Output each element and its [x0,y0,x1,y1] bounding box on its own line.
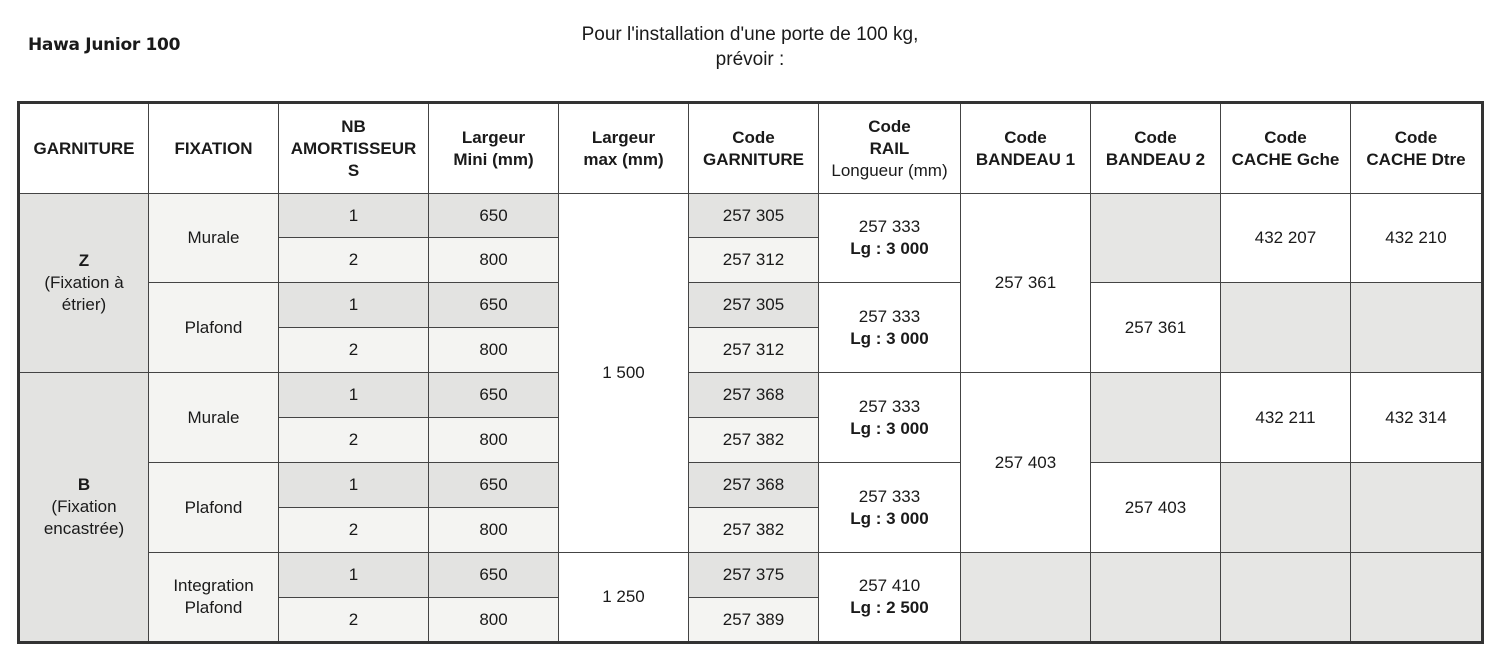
nb-cell: 1 [279,283,429,328]
nb-cell: 1 [279,194,429,238]
cache-droite-cell: 432 210 [1351,194,1483,283]
page-heading [450,22,1050,72]
cache-gauche-cell: 432 207 [1221,194,1351,283]
largeur-mini-cell: 800 [429,418,559,463]
largeur-mini-cell: 650 [429,463,559,508]
nb-cell: 2 [279,418,429,463]
largeur-max-cell: 1 500 [559,194,689,553]
table-row [19,283,1483,328]
cache-droite-cell: 432 314 [1351,373,1483,463]
largeur-mini-cell: 650 [429,283,559,328]
table-row [19,463,1483,508]
rail-cell: 257 333 Lg : 3 000 [819,463,961,553]
bandeau-2-empty-cell [1091,194,1221,283]
code-garniture-cell: 257 389 [689,598,819,643]
header-largeur-max: Largeur max (mm) [559,103,689,194]
largeur-mini-cell: 650 [429,553,559,598]
code-garniture-cell: 257 382 [689,508,819,553]
header-code-rail: Code RAIL Longueur (mm) [819,103,961,194]
largeur-mini-cell: 650 [429,194,559,238]
header-largeur-mini: Largeur Mini (mm) [429,103,559,194]
rail-cell: 257 333 Lg : 3 000 [819,283,961,373]
fixation-cell: Plafond [149,283,279,373]
bandeau-2-cell: 257 361 [1091,283,1221,373]
table-row [19,194,1483,238]
header-nb-amortisseurs: NB AMORTISSEUR S [279,103,429,194]
rail-cell: 257 333 Lg : 3 000 [819,194,961,283]
code-garniture-cell: 257 382 [689,418,819,463]
brand-title: Hawa Junior 100 [28,35,181,55]
cache-gauche-empty-cell [1221,283,1351,373]
largeur-max-cell: 1 250 [559,553,689,643]
fixation-cell: Murale [149,194,279,283]
cache-gauche-cell: 432 211 [1221,373,1351,463]
header-garniture: GARNITURE [19,103,149,194]
nb-cell: 2 [279,598,429,643]
cache-droite-empty-cell [1351,553,1483,643]
bandeau-2-cell: 257 403 [1091,463,1221,553]
rail-cell: 257 333 Lg : 3 000 [819,373,961,463]
code-garniture-cell: 257 368 [689,463,819,508]
table-row [19,373,1483,418]
fixation-cell: Plafond [149,463,279,553]
bandeau-2-empty-cell [1091,553,1221,643]
header-code-bandeau-2: Code BANDEAU 2 [1091,103,1221,194]
nb-cell: 1 [279,373,429,418]
spec-table [17,101,1484,644]
fixation-cell: Murale [149,373,279,463]
header-row [19,103,1483,194]
bandeau-1-cell: 257 361 [961,194,1091,373]
code-garniture-cell: 257 305 [689,283,819,328]
code-garniture-cell: 257 375 [689,553,819,598]
header-fixation: FIXATION [149,103,279,194]
cache-droite-empty-cell [1351,283,1483,373]
header-code-cache-gauche: Code CACHE Gche [1221,103,1351,194]
cache-gauche-empty-cell [1221,553,1351,643]
garniture-z-cell: Z (Fixation à étrier) [19,194,149,373]
largeur-mini-cell: 800 [429,598,559,643]
bandeau-1-empty-cell [961,553,1091,643]
nb-cell: 1 [279,463,429,508]
largeur-mini-cell: 800 [429,328,559,373]
bandeau-2-empty-cell [1091,373,1221,463]
heading-line-1: Pour l'installation d'une porte de 100 kg, [581,24,919,45]
rail-cell: 257 410 Lg : 2 500 [819,553,961,643]
garniture-b-cell: B (Fixation encastrée) [19,373,149,643]
code-garniture-cell: 257 312 [689,238,819,283]
largeur-mini-cell: 800 [429,238,559,283]
nb-cell: 2 [279,328,429,373]
code-garniture-cell: 257 312 [689,328,819,373]
nb-cell: 1 [279,553,429,598]
largeur-mini-cell: 650 [429,373,559,418]
cache-gauche-empty-cell [1221,463,1351,553]
fixation-cell: Integration Plafond [149,553,279,643]
table-row [19,553,1483,598]
bandeau-1-cell: 257 403 [961,373,1091,553]
cache-droite-empty-cell [1351,463,1483,553]
header-code-garniture: Code GARNITURE [689,103,819,194]
nb-cell: 2 [279,508,429,553]
code-garniture-cell: 257 305 [689,194,819,238]
largeur-mini-cell: 800 [429,508,559,553]
code-garniture-cell: 257 368 [689,373,819,418]
header-code-bandeau-1: Code BANDEAU 1 [961,103,1091,194]
nb-cell: 2 [279,238,429,283]
heading-line-2: prévoir : [715,49,785,70]
header-code-cache-droite: Code CACHE Dtre [1351,103,1483,194]
